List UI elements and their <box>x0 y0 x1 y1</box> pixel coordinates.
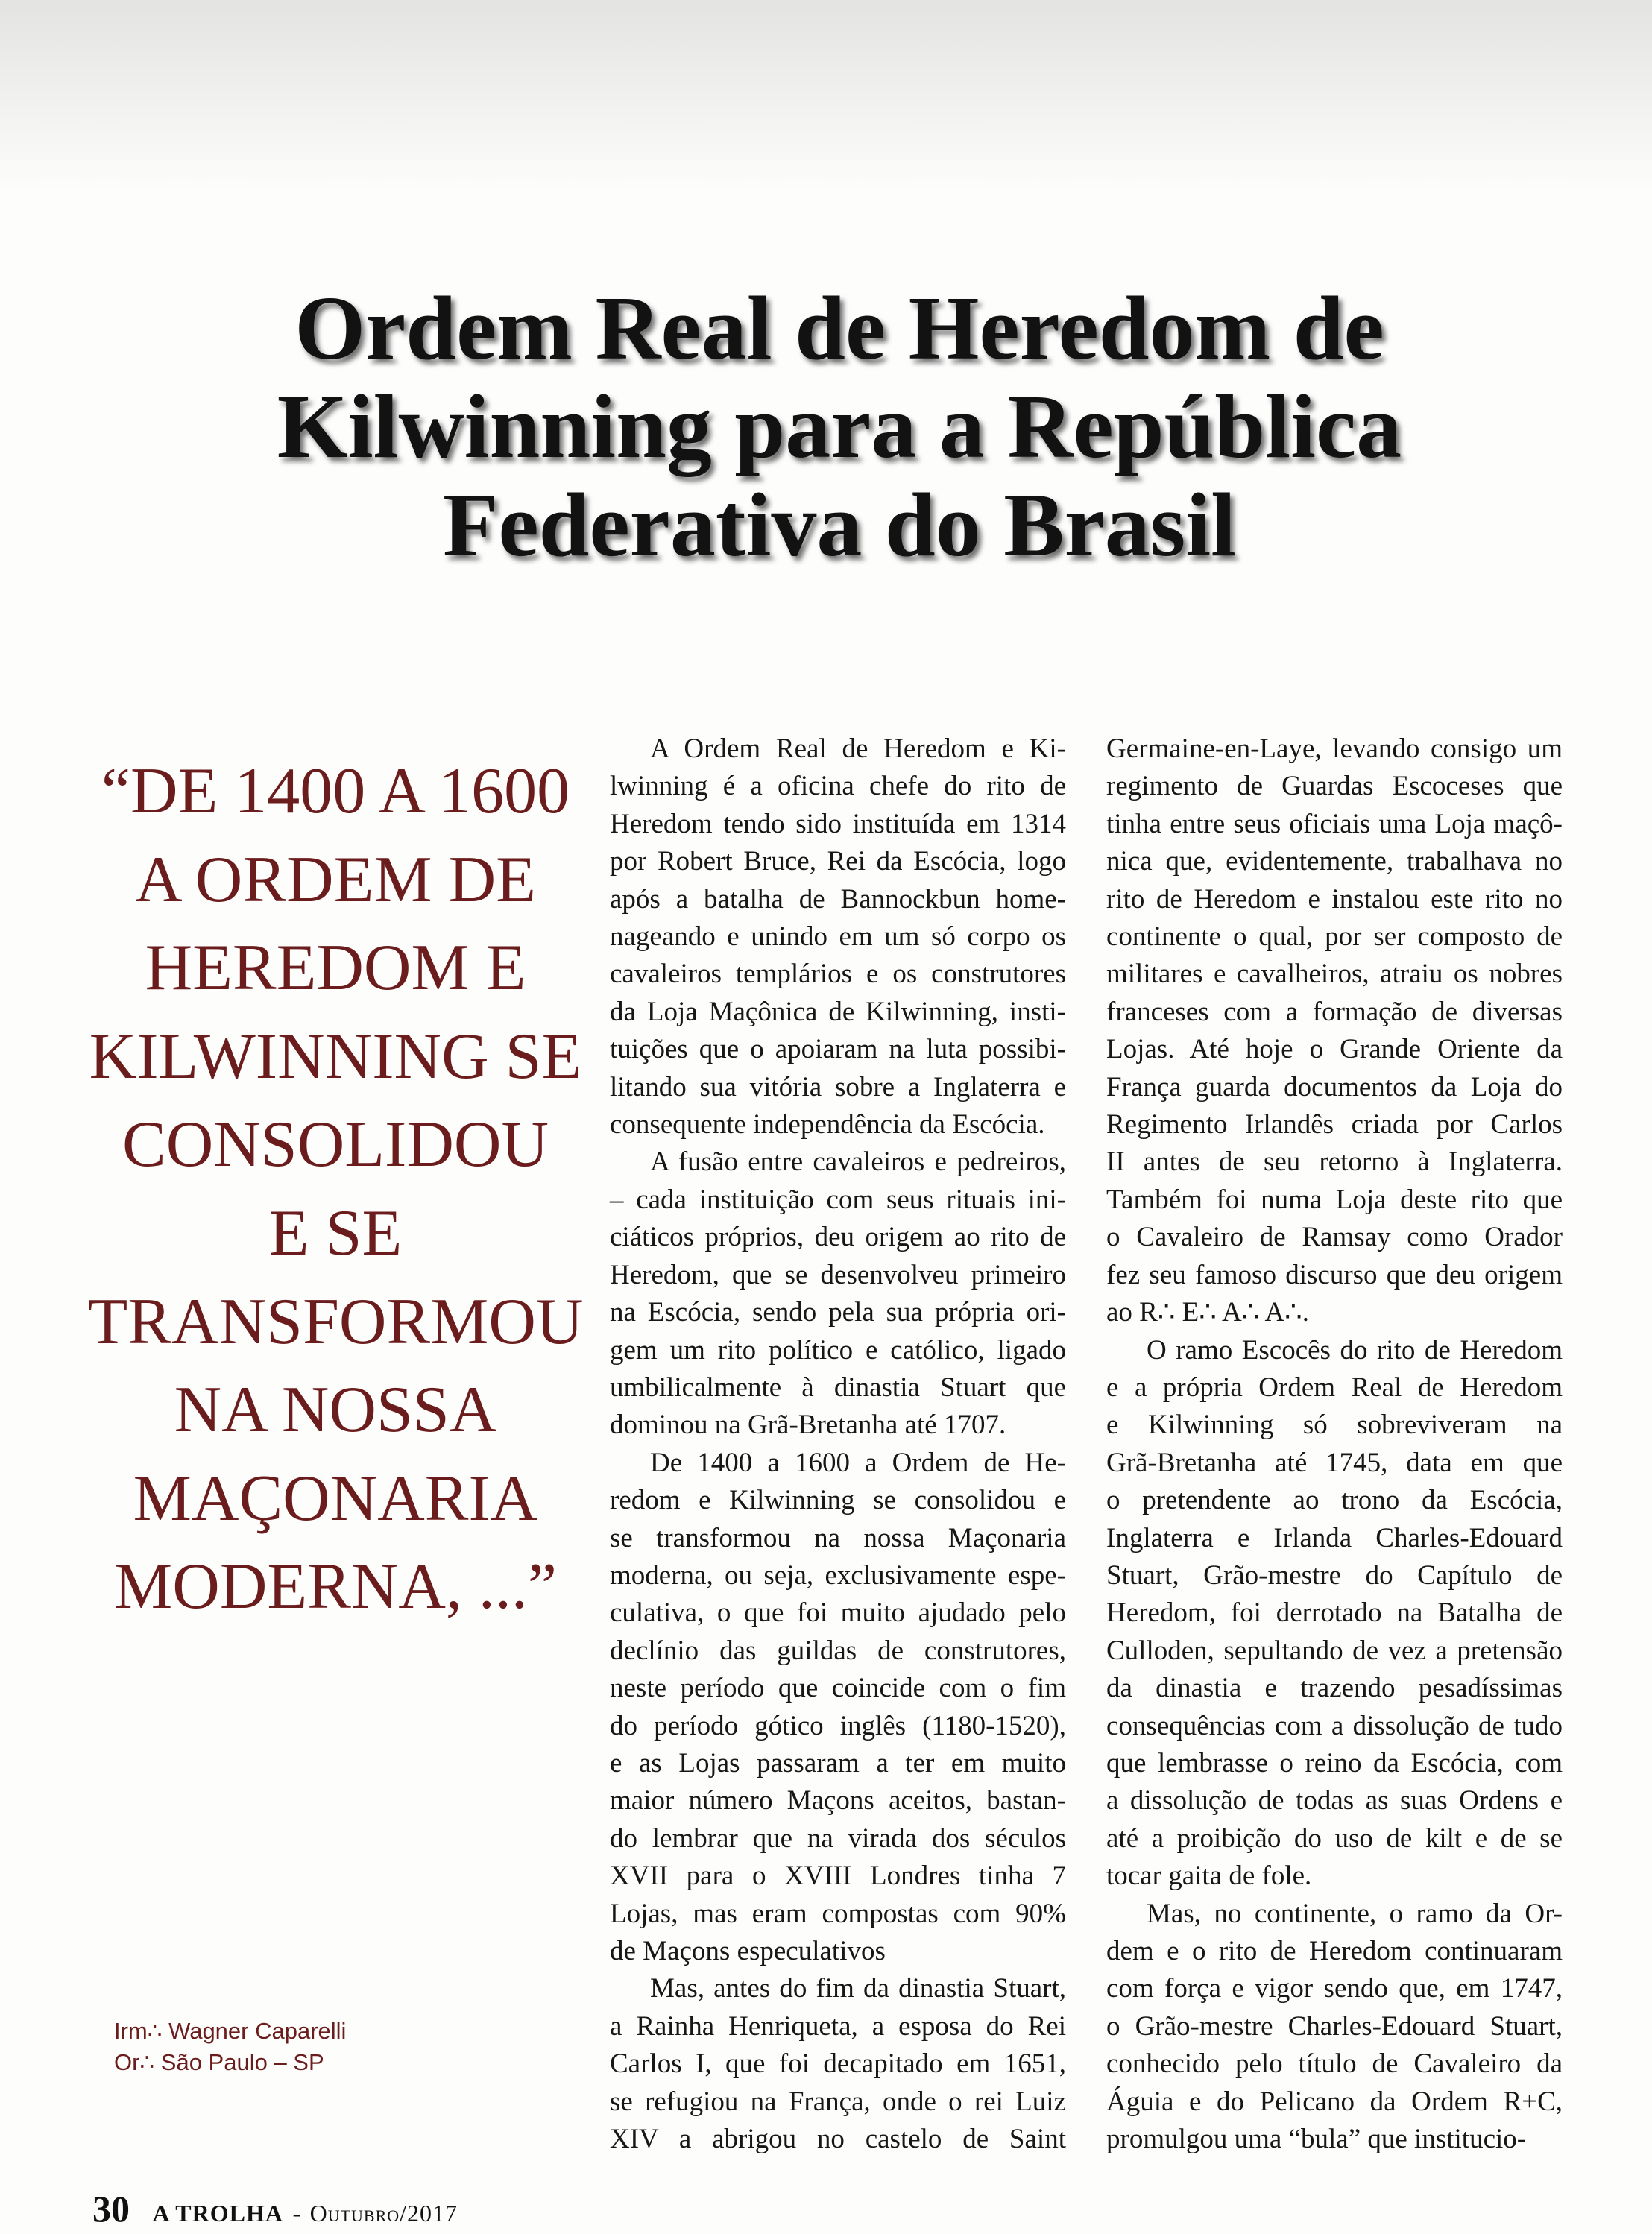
pull-quote-line: “DE 1400 A 1600 <box>101 755 570 827</box>
pull-quote-line: A ORDEM DE <box>135 843 536 916</box>
paragraph-line: Águia e do Pelicano da Ordem R+C, <box>1106 2086 1563 2117</box>
paragraph-line: Mas, no continente, o ramo da Or- <box>1147 1898 1563 1929</box>
paragraph-line: umbilicalmente à dinastia Stuart que <box>610 1372 1066 1403</box>
pull-quote-line: MAÇONARIA <box>133 1462 538 1535</box>
footer-separator: - <box>292 2200 301 2227</box>
paragraph-line: a dissolução de todas as suas Ordens e <box>1106 1785 1563 1817</box>
body-column-right <box>1106 731 1563 2158</box>
publication-name: A TROLHA <box>152 2200 283 2227</box>
paragraph-line: se refugiou na França, onde o rei Luiz <box>610 2086 1066 2117</box>
paragraph-line: o Grão-mestre Charles-Edouard Stuart, <box>1106 2010 1563 2042</box>
paragraph-line: culativa, o que foi muito ajudado pelo <box>610 1597 1066 1629</box>
pull-quote-line: CONSOLIDOU <box>122 1108 549 1181</box>
paragraph-line: franceses com a formação de diversas <box>1106 996 1563 1027</box>
paragraph-line: rito de Heredom e instalou este rito no <box>1106 883 1563 915</box>
paragraph-line: lwinning é a oficina chefe do rito de <box>610 771 1066 802</box>
paragraph-line: Heredom, foi derrotado na Batalha de <box>1106 1597 1563 1629</box>
pull-quote-line: E SE <box>268 1196 403 1269</box>
paragraph-line: A fusão entre cavaleiros e pedreiros, <box>650 1146 1066 1178</box>
pull-quote-line: KILWINNING SE <box>89 1020 582 1093</box>
paragraph <box>1106 1896 1563 2159</box>
page-number: 30 <box>92 2188 130 2230</box>
issue-date: Outubro/2017 <box>309 2200 458 2227</box>
paragraph-line: se transformou na nossa Maçonaria <box>610 1522 1066 1553</box>
paragraph-line: após a batalha de Bannockbun home- <box>610 883 1066 915</box>
paragraph-line: com força e vigor sendo que, em 1747, <box>1106 1973 1563 2004</box>
pull-quote-line: NA NOSSA <box>174 1374 497 1447</box>
paragraph-line: da dinastia e trazendo pesadíssimas <box>1106 1673 1563 1704</box>
paragraph <box>610 731 1066 1143</box>
author-name: Irm∴ Wagner Caparelli <box>114 2018 347 2044</box>
paragraph-line: Inglaterra e Irlanda Charles-Edouard <box>1106 1522 1563 1553</box>
paragraph-line: na Escócia, sendo pela sua própria ori- <box>610 1297 1066 1328</box>
paragraph-line: declínio das guildas de construtores, <box>610 1635 1066 1666</box>
title-line: Ordem Real de Heredom de <box>294 278 1384 379</box>
paragraph-line: litando sua vitória sobre a Inglaterra e <box>610 1071 1066 1102</box>
paragraph <box>610 1970 1066 2158</box>
paragraph-line: por Robert Bruce, Rei da Escócia, logo <box>610 846 1066 877</box>
title-line: Federativa do Brasil <box>443 475 1236 575</box>
paragraph-line: tocar gaita de fole. <box>1106 1861 1312 1892</box>
paragraph-line: maior número Maçons aceitos, bastan- <box>610 1785 1066 1817</box>
pull-quote <box>75 748 596 1632</box>
paragraph-line: Grã-Bretanha até 1745, data em que <box>1106 1447 1563 1478</box>
paragraph-line: do lembrar que na virada dos séculos <box>610 1823 1066 1854</box>
author-credit <box>114 2016 346 2078</box>
paragraph-line: moderna, ou seja, exclusivamente espe- <box>610 1559 1066 1591</box>
paragraph-line: Lojas. Até hoje o Grande Oriente da <box>1106 1034 1563 1065</box>
paragraph-line: Germaine-en-Laye, levando consigo um <box>1106 733 1563 764</box>
paragraph-line: e as Lojas passaram a ter em muito <box>610 1747 1066 1779</box>
paragraph-line: consequente independência da Escócia. <box>610 1109 1045 1140</box>
paragraph-line: II antes de seu retorno à Inglaterra. <box>1106 1146 1563 1178</box>
paragraph-line: gem um rito político e católico, ligado <box>610 1334 1066 1366</box>
title-line: Kilwinning para a República <box>277 376 1402 477</box>
pull-quote-line: MODERNA, ...” <box>114 1550 557 1624</box>
paragraph-line: ao R∴ E∴ A∴ A∴. <box>1106 1297 1309 1328</box>
paragraph-line: da Loja Maçônica de Kilwinning, insti- <box>610 996 1066 1027</box>
paragraph-line: Lojas, mas eram compostas com 90% <box>610 1898 1066 1929</box>
paragraph-line: até a proibição do uso de kilt e de se <box>1106 1823 1563 1854</box>
paragraph-line: fez seu famoso discurso que deu origem <box>1106 1259 1563 1290</box>
paragraph-line: Carlos I, que foi decapitado em 1651, <box>610 2048 1066 2080</box>
paragraph-line: Mas, antes do fim da dinastia Stuart, <box>650 1973 1066 2004</box>
paragraph-line: Também foi numa Loja deste rito que <box>1106 1184 1563 1215</box>
paragraph <box>610 1143 1066 1444</box>
paragraph-line: neste período que coincide com o fim <box>610 1673 1066 1704</box>
paragraph-line: o pretendente ao trono da Escócia, <box>1106 1485 1563 1516</box>
paragraph-line: cavaleiros templários e os construtores <box>610 959 1066 990</box>
paragraph <box>610 1445 1066 1971</box>
paragraph-line: conhecido pelo título de Cavaleiro da <box>1106 2048 1563 2080</box>
author-location: Or∴ São Paulo – SP <box>114 2049 324 2075</box>
paragraph-line: dem e o rito de Heredom continuaram <box>1106 1936 1563 1966</box>
paragraph-line: promulgou uma “bula” que institucio- <box>1106 2124 1527 2155</box>
pull-quote-line: TRANSFORMOU <box>87 1285 584 1358</box>
paragraph-line: Heredom tendo sido instituída em 1314 <box>610 808 1066 839</box>
paragraph-line: militares e cavalheiros, atraiu os nobres <box>1106 959 1563 990</box>
paragraph <box>1106 1332 1563 1896</box>
article-title <box>94 280 1585 575</box>
paragraph-line: ciáticos próprios, deu origem ao rito de <box>610 1222 1066 1253</box>
paragraph-line: dominou na Grã-Bretanha até 1707. <box>610 1410 1006 1441</box>
paragraph-line: tinha entre seus oficiais uma Loja maçô- <box>1106 808 1563 839</box>
paragraph-line: França guarda documentos da Loja do <box>1106 1071 1563 1102</box>
paragraph-line: nageando e unindo em um só corpo os <box>610 921 1066 953</box>
paragraph-line: nica que, evidentemente, trabalhava no <box>1106 846 1563 877</box>
paragraph-line: do período gótico inglês (1180-1520), <box>610 1710 1066 1741</box>
paragraph-line: XVII para o XVIII Londres tinha 7 <box>610 1861 1066 1892</box>
scan-shading <box>0 0 1652 194</box>
paragraph-line: Culloden, sepultando de vez a pretensão <box>1106 1635 1563 1666</box>
paragraph-line: XIV a abrigou no castelo de Saint <box>610 2124 1066 2155</box>
paragraph-line: o Cavaleiro de Ramsay como Orador <box>1106 1222 1563 1253</box>
pull-quote-line: HEREDOM E <box>145 932 526 1005</box>
paragraph-line: Regimento Irlandês criada por Carlos <box>1106 1109 1563 1140</box>
paragraph-line: de Maçons especulativos <box>610 1936 886 1966</box>
paragraph-line: continente o qual, por ser composto de <box>1106 921 1563 953</box>
paragraph-line: tuições que o apoiaram na luta possibi- <box>610 1034 1066 1065</box>
paragraph-line: – cada instituição com seus rituais ini- <box>610 1184 1066 1215</box>
page-footer <box>92 2188 458 2230</box>
paragraph-line: Stuart, Grão-mestre do Capítulo de <box>1106 1559 1563 1591</box>
paragraph-line: consequências com a dissolução de tudo <box>1106 1710 1563 1741</box>
paragraph-line: O ramo Escocês do rito de Heredom <box>1147 1334 1563 1366</box>
paragraph-line: redom e Kilwinning se consolidou e <box>610 1485 1066 1516</box>
body-column-left <box>610 731 1066 2158</box>
paragraph-line: Heredom, que se desenvolveu primeiro <box>610 1259 1066 1290</box>
paragraph <box>1106 731 1563 1332</box>
paragraph-line: A Ordem Real de Heredom e Ki- <box>650 733 1066 764</box>
paragraph-line: a Rainha Henriqueta, a esposa do Rei <box>610 2010 1066 2042</box>
paragraph-line: regimento de Guardas Escoceses que <box>1106 771 1563 802</box>
paragraph-line: e Kilwinning só sobreviveram na <box>1106 1410 1563 1441</box>
paragraph-line: e a própria Ordem Real de Heredom <box>1106 1372 1563 1403</box>
paragraph-line: De 1400 a 1600 a Ordem de He- <box>650 1447 1066 1478</box>
paragraph-line: que lembrasse o reino da Escócia, com <box>1106 1747 1563 1779</box>
